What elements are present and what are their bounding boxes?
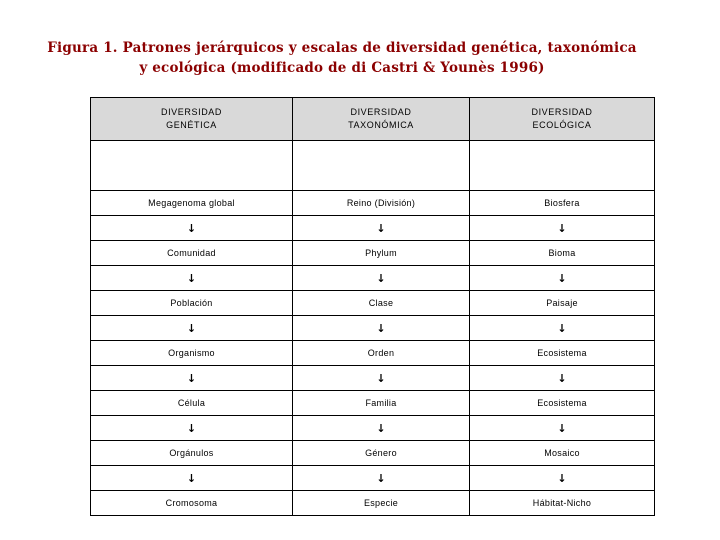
diversity-hierarchy-table [90,97,655,516]
level-cell: Especie [293,491,470,516]
level-row [91,291,655,316]
level-cell: Familia [293,391,470,416]
level-cell: Población [91,291,293,316]
column-header-genetica [91,98,293,141]
level-cell: Bioma [470,241,655,266]
figure-title-line1: Figura 1. Patrones jerárquicos y escalas de diversidad genética, taxonómica [47,40,637,56]
down-arrow-icon: ↓ [91,466,293,491]
level-cell: Organismo [91,341,293,366]
column-header-taxonomica [293,98,470,141]
level-row [91,341,655,366]
level-cell: Ecosistema [470,391,655,416]
level-row [91,191,655,216]
down-arrow-icon: ↓ [91,216,293,241]
header-line: ECOLÓGICA [532,120,592,130]
level-cell: Paisaje [470,291,655,316]
figure-title [28,38,656,78]
level-cell: Hábitat-Nicho [470,491,655,516]
down-arrow-icon: ↓ [470,316,655,341]
level-cell: Célula [91,391,293,416]
down-arrow-icon: ↓ [293,416,470,441]
level-row [91,241,655,266]
header-line: DIVERSIDAD [531,107,593,117]
figure-title-line2: y ecológica (modificado de di Castri & Younès 1996) [139,60,545,76]
down-arrow-icon: ↓ [293,316,470,341]
level-cell: Comunidad [91,241,293,266]
level-cell: Género [293,441,470,466]
arrow-row [91,216,655,241]
down-arrow-icon: ↓ [470,366,655,391]
level-row [91,491,655,516]
level-cell: Megagenoma global [91,191,293,216]
down-arrow-icon: ↓ [91,266,293,291]
level-cell: Ecosistema [470,341,655,366]
down-arrow-icon: ↓ [470,216,655,241]
spacer-row [91,141,655,191]
header-line: DIVERSIDAD [350,107,412,117]
arrow-row [91,316,655,341]
level-cell: Cromosoma [91,491,293,516]
down-arrow-icon: ↓ [293,466,470,491]
header-row [91,98,655,141]
level-cell: Clase [293,291,470,316]
level-cell: Mosaico [470,441,655,466]
arrow-row [91,266,655,291]
down-arrow-icon: ↓ [470,416,655,441]
header-line: DIVERSIDAD [160,107,222,117]
down-arrow-icon: ↓ [91,366,293,391]
column-header-ecologica [470,98,655,141]
header-line: TAXONÓMICA [348,120,414,130]
down-arrow-icon: ↓ [470,266,655,291]
level-row [91,441,655,466]
level-cell: Phylum [293,241,470,266]
level-cell: Biosfera [470,191,655,216]
down-arrow-icon: ↓ [293,266,470,291]
empty-cell [470,141,655,191]
down-arrow-icon: ↓ [91,316,293,341]
header-line: GENÉTICA [166,120,217,130]
down-arrow-icon: ↓ [293,366,470,391]
down-arrow-icon: ↓ [470,466,655,491]
level-cell: Orgánulos [91,441,293,466]
level-cell: Orden [293,341,470,366]
empty-cell [293,141,470,191]
arrow-row [91,466,655,491]
down-arrow-icon: ↓ [91,416,293,441]
down-arrow-icon: ↓ [293,216,470,241]
arrow-row [91,366,655,391]
level-cell: Reino (División) [293,191,470,216]
empty-cell [91,141,293,191]
level-row [91,391,655,416]
arrow-row [91,416,655,441]
